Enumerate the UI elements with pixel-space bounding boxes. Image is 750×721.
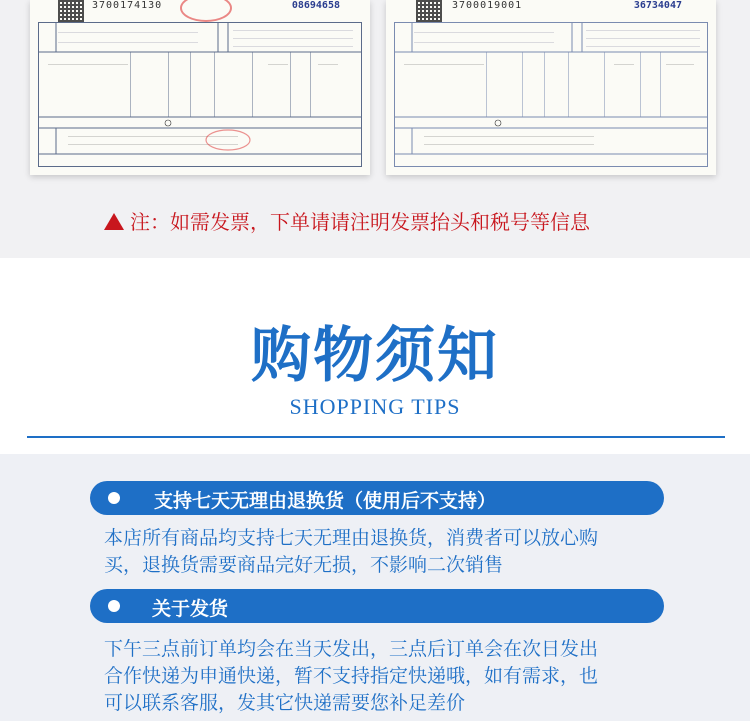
qr-code-icon <box>58 0 84 22</box>
tip-line: 合作快递为申通快递，暂不支持指定快递哦，如有需求，也 <box>104 665 599 687</box>
section-title: 购物须知 <box>251 321 499 391</box>
bullet-icon <box>108 492 120 504</box>
invoice-serial: 36734047 <box>633 0 682 11</box>
qr-code-icon <box>416 0 442 22</box>
tip-line: 可以联系客服，发其它快递需要您补足差价 <box>104 692 466 714</box>
bullet-icon <box>108 600 120 612</box>
invoice-notice <box>104 206 590 235</box>
section-divider <box>27 436 725 438</box>
invoice-number: 3700174130 <box>92 0 163 11</box>
stamp-icon <box>180 0 232 22</box>
section-subtitle: SHOPPING TIPS <box>289 394 461 419</box>
tip-heading-shipping <box>90 589 664 623</box>
warning-triangle-icon <box>104 213 124 230</box>
invoice-serial: 08694658 <box>291 0 340 11</box>
tip-heading-returns <box>90 481 664 515</box>
tip-line: 买，退换货需要商品完好无损，不影响二次销售 <box>104 554 504 576</box>
invoice-number: 3700019001 <box>452 0 523 11</box>
tip-heading-label: 关于发货 <box>152 598 229 620</box>
invoice-sample-right <box>386 0 716 175</box>
tip-body-shipping <box>104 636 664 717</box>
invoice-notice-text: 注：如需发票，下单请请注明发票抬头和税号等信息 <box>130 210 590 234</box>
invoice-grid <box>38 22 362 167</box>
invoice-grid <box>394 22 708 167</box>
invoice-sample-left <box>30 0 370 175</box>
tip-body-returns <box>104 525 664 579</box>
tip-heading-label: 支持七天无理由退换货（使用后不支持） <box>154 490 497 512</box>
tip-line: 下午三点前订单均会在当天发出，三点后订单会在次日发出 <box>104 638 599 660</box>
tip-line: 本店所有商品均支持七天无理由退换货，消费者可以放心购 <box>104 527 599 549</box>
